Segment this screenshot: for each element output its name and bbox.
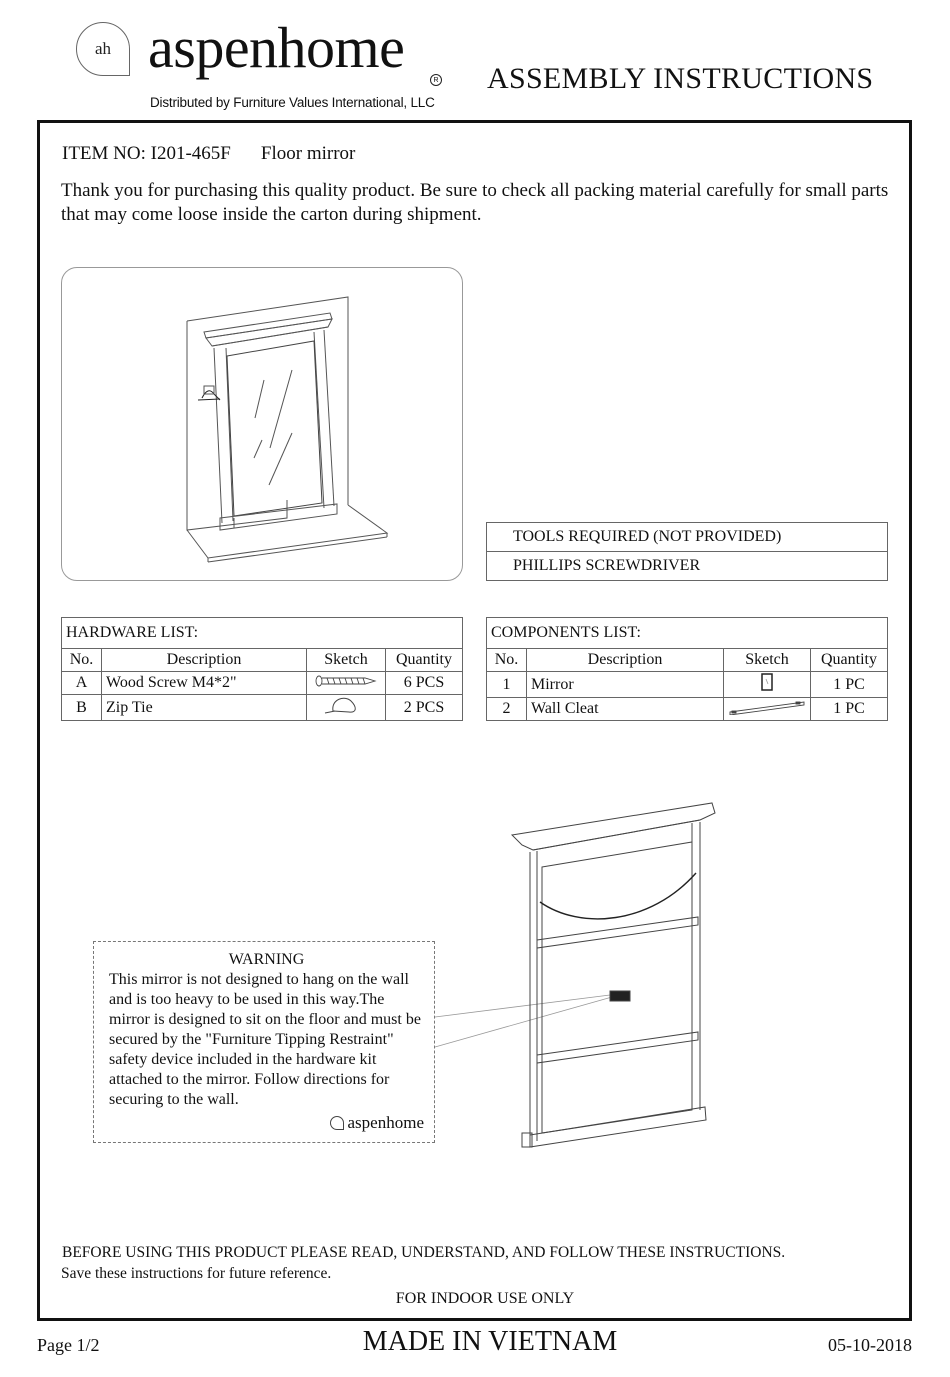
warning-signature-brand: aspenhome <box>347 1113 424 1132</box>
column-header-no: No. <box>62 649 102 672</box>
warning-body: This mirror is not designed to hang on the wall and is too heavy to be used in this way.The mirror is designed to sit on the floor and must be secured by the "Furniture Tipping Restraint" safety device included in the hardware kit attached to the mirror. Follow directions for securing to the wall. <box>109 971 421 1108</box>
row-no: 2 <box>487 698 527 721</box>
distributor-text: Distributed by Furniture Values International, LLC <box>150 95 435 110</box>
column-header-quantity: Quantity <box>811 649 888 672</box>
hardware-list-table <box>61 617 463 721</box>
logo-icon <box>76 22 130 76</box>
column-header-description: Description <box>102 649 307 672</box>
column-header-no: No. <box>487 649 527 672</box>
mirror-back-illustration <box>430 795 760 1165</box>
wall-cleat-icon <box>728 699 806 715</box>
row-description: Mirror <box>527 672 724 698</box>
tools-required-table <box>486 522 888 581</box>
registered-mark-icon: R <box>430 74 442 86</box>
row-quantity: 1 PC <box>811 698 888 721</box>
row-description: Zip Tie <box>102 695 307 721</box>
row-quantity: 6 PCS <box>386 672 463 695</box>
table-row <box>487 672 888 698</box>
hardware-list-caption: HARDWARE LIST: <box>62 618 463 649</box>
zip-tie-icon <box>321 695 371 715</box>
table-row <box>62 695 463 721</box>
product-name: Floor mirror <box>260 143 356 164</box>
screw-icon <box>313 674 379 688</box>
row-sketch <box>307 695 386 721</box>
row-no: 1 <box>487 672 527 698</box>
brand-name: aspenhome <box>148 15 405 80</box>
logo-icon <box>330 1116 344 1130</box>
tool-item: PHILLIPS SCREWDRIVER <box>487 552 888 581</box>
floor-mirror-drawing-icon <box>62 268 464 582</box>
intro-text: Thank you for purchasing this quality product. Be sure to check all packing material carefully for small parts that may come loose inside the carton during shipment. <box>61 180 889 225</box>
document-date: 05-10-2018 <box>828 1335 912 1355</box>
row-description: Wood Screw M4*2" <box>102 672 307 695</box>
row-quantity: 2 PCS <box>386 695 463 721</box>
tools-header: TOOLS REQUIRED (NOT PROVIDED) <box>487 523 888 552</box>
table-row <box>487 698 888 721</box>
table-header-row <box>62 649 463 672</box>
mirror-back-drawing-icon <box>430 795 760 1165</box>
table-header-row <box>487 649 888 672</box>
item-number: ITEM NO: I201-465F <box>62 143 231 164</box>
warning-box <box>93 941 435 1143</box>
row-no: B <box>62 695 102 721</box>
warning-signature <box>109 1113 424 1133</box>
indoor-use-notice: FOR INDOOR USE ONLY <box>395 1290 575 1307</box>
row-sketch <box>724 698 811 721</box>
row-sketch <box>724 672 811 698</box>
save-instructions-note: Save these instructions for future reference. <box>61 1265 332 1282</box>
row-no: A <box>62 672 102 695</box>
product-illustration <box>61 267 463 581</box>
warning-title: WARNING <box>228 951 305 968</box>
row-description: Wall Cleat <box>527 698 724 721</box>
country-of-origin: MADE IN VIETNAM <box>362 1326 618 1357</box>
mirror-icon <box>760 672 774 692</box>
before-use-notice: BEFORE USING THIS PRODUCT PLEASE READ, UNDERSTAND, AND FOLLOW THESE INSTRUCTIONS. <box>62 1244 786 1261</box>
document-title: ASSEMBLY INSTRUCTIONS <box>487 62 874 95</box>
item-line <box>62 143 355 165</box>
table-row <box>62 672 463 695</box>
column-header-sketch: Sketch <box>724 649 811 672</box>
logo-initials: ah <box>94 39 112 58</box>
column-header-description: Description <box>527 649 724 672</box>
page-number: Page 1/2 <box>37 1335 100 1355</box>
components-list-caption: COMPONENTS LIST: <box>487 618 888 649</box>
row-sketch <box>307 672 386 695</box>
row-quantity: 1 PC <box>811 672 888 698</box>
components-list-table <box>486 617 888 721</box>
column-header-quantity: Quantity <box>386 649 463 672</box>
column-header-sketch: Sketch <box>307 649 386 672</box>
